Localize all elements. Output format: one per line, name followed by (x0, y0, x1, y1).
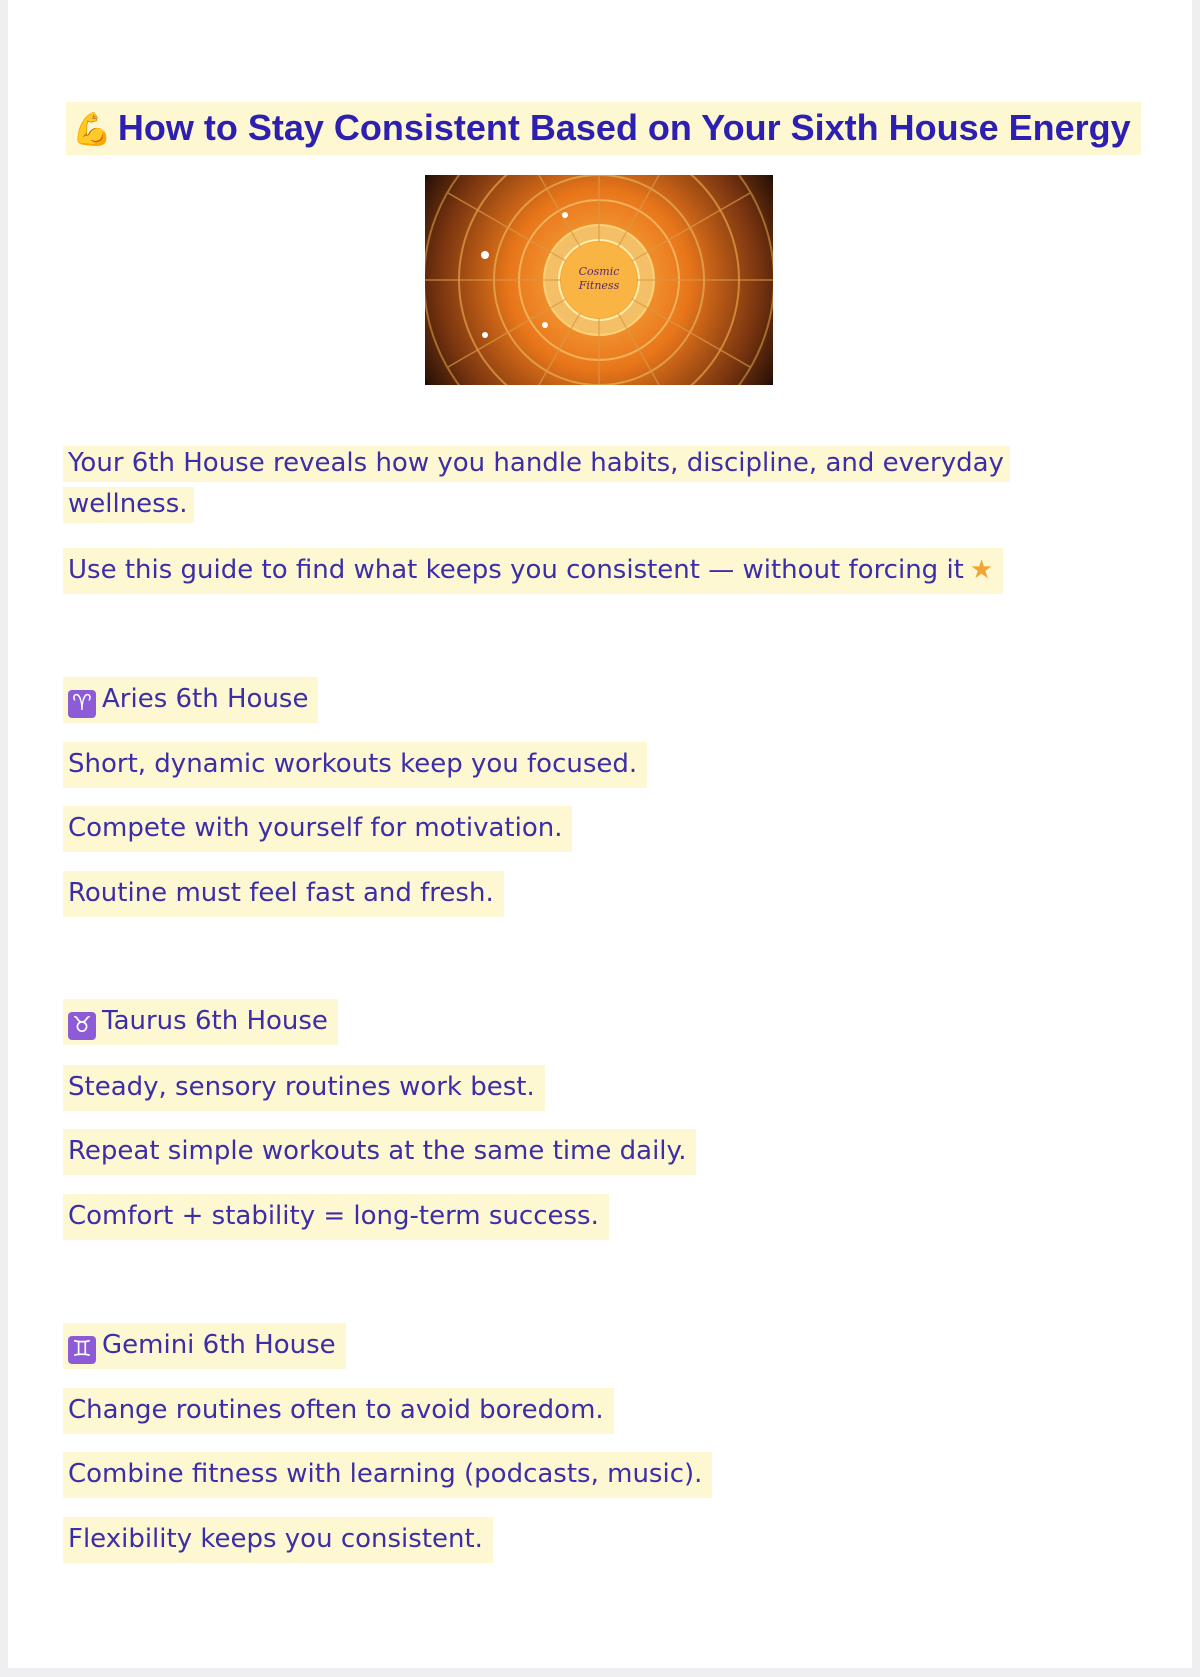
intro-paragraph-2: Use this guide to find what keeps you consistent — without forcing it ★ (63, 548, 1003, 594)
zodiac-wheel-image (425, 175, 773, 385)
list-item: Short, dynamic workouts keep you focused. (63, 742, 647, 788)
list-item: Combine fitness with learning (podcasts, music). (63, 1452, 712, 1498)
document-page (8, 0, 1192, 1668)
section-heading-gemini: ♊ Gemini 6th House (63, 1323, 346, 1369)
intro-paragraph-1: Your 6th House reveals how you handle habits, discipline, and everyday wellness. (63, 443, 1053, 525)
logo-text-line2: Fitness (578, 279, 620, 292)
section-heading-taurus: ♉ Taurus 6th House (63, 999, 338, 1045)
list-item: Routine must feel fast and fresh. (63, 871, 504, 917)
list-item: Steady, sensory routines work best. (63, 1065, 545, 1111)
list-item: Change routines often to avoid boredom. (63, 1388, 614, 1434)
aries-icon: ♈ (68, 690, 96, 718)
flexed-biceps-icon: 💪 (72, 111, 112, 147)
list-item: Repeat simple workouts at the same time daily. (63, 1129, 696, 1175)
list-item: Flexibility keeps you consistent. (63, 1517, 493, 1563)
gemini-icon: ♊ (68, 1336, 96, 1364)
page-title-text: How to Stay Consistent Based on Your Sixth House Energy (117, 107, 1131, 148)
section-heading-aries: ♈ Aries 6th House (63, 677, 318, 723)
taurus-icon: ♉ (68, 1012, 96, 1040)
star-icon: ★ (969, 555, 994, 585)
logo-text-line1: Cosmic (578, 265, 620, 278)
list-item: Comfort + stability = long-term success. (63, 1194, 609, 1240)
page-title (66, 102, 1141, 155)
list-item: Compete with yourself for motivation. (63, 806, 572, 852)
